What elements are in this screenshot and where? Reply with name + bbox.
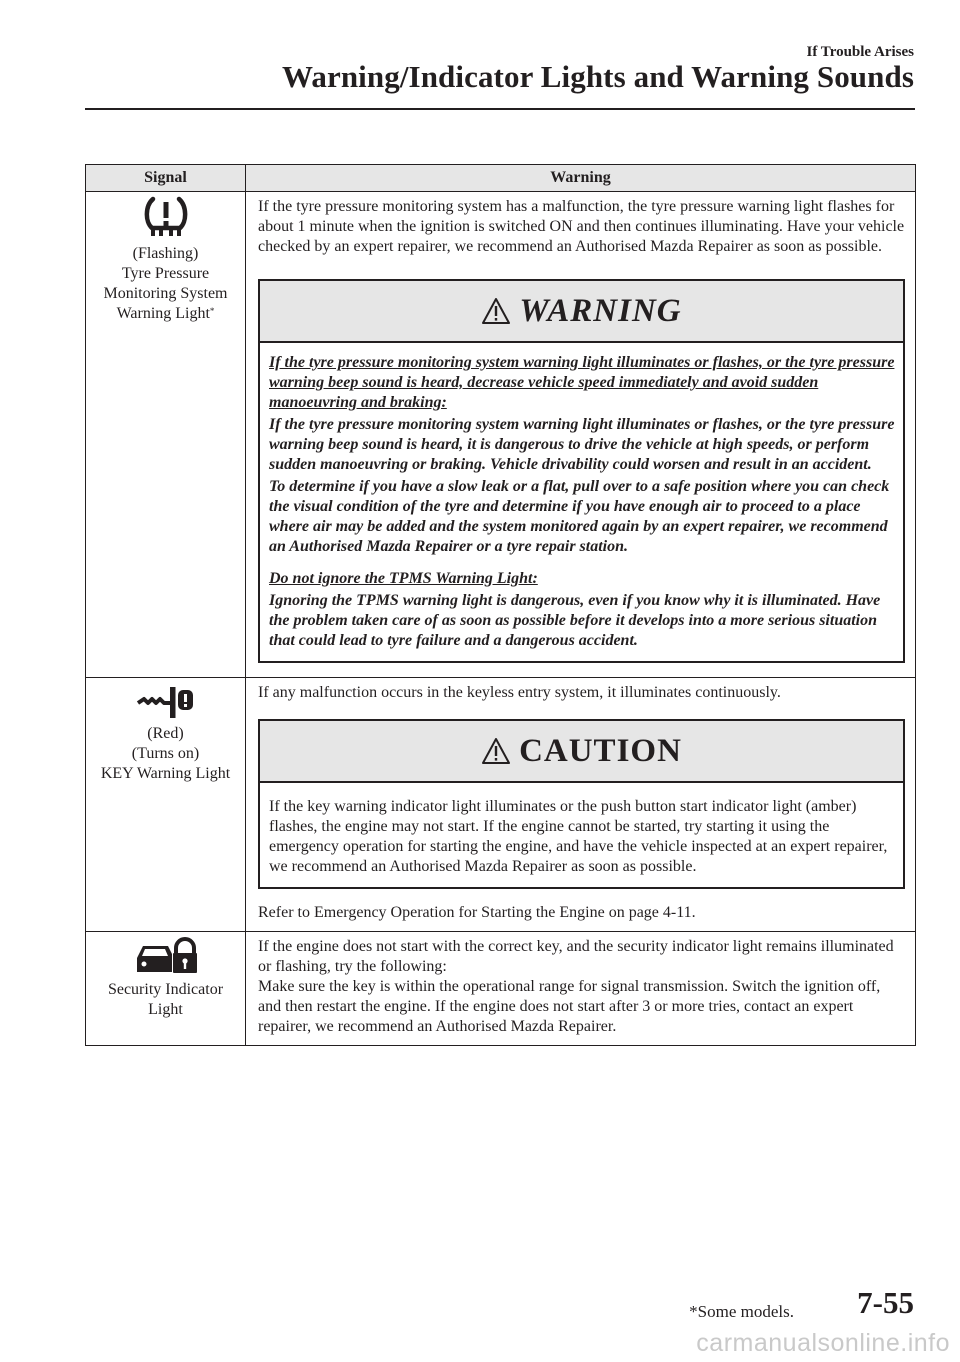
caution-box-header [260, 721, 903, 783]
table-row [86, 932, 916, 1046]
tyre-pressure-icon [142, 196, 190, 240]
signal-label-line: Security Indicator [107, 981, 224, 998]
warning-paragraph: If the tyre pressure monitoring system warning light illuminates or flashes, or the tyre pressure warning beep sound is heard, it is dangerous to drive the vehicle at high speeds, or perform sudden manoeuvring or braking. Vehicle drivability could worsen and result in an accident. [269, 416, 895, 473]
caution-box-body [260, 783, 903, 887]
signal-cell [86, 932, 246, 1046]
signal-label-line: KEY Warning Light [100, 765, 231, 782]
footnote: *Some models. [689, 1302, 794, 1321]
reference-text: Refer to Emergency Operation for Starting the Engine on page 4-11. [258, 904, 696, 921]
section-title: If Trouble Arises [806, 44, 914, 60]
signal-label-line: (Red) [147, 725, 184, 742]
warning-cell [246, 678, 916, 932]
warning-box-body [260, 343, 903, 661]
warning-box [258, 279, 905, 663]
spacer [269, 557, 895, 569]
caution-box [258, 719, 905, 889]
signal-label-line: (Flashing) [132, 245, 199, 262]
warning-paragraph: To determine if you have a slow leak or a flat, pull over to a safe position where you can check the visual condition of the tyre and determine if you have enough air to proceed to a place where air may be added and the system monitored again by an expert repairer, we recommend an Authorised Mazda Repairer or a tyre repair station. [269, 478, 890, 555]
warning-cell [246, 932, 916, 1046]
table-header-row [86, 165, 916, 192]
column-header-signal: Signal [86, 165, 246, 192]
warning-text: If the engine does not start with the correct key, and the security indicator light remains illuminated or flashing, try the following: [258, 938, 894, 975]
signal-label-line: (Turns on) [131, 745, 200, 762]
warning-heading: Do not ignore the TPMS Warning Light: [269, 570, 538, 587]
table-row [86, 678, 916, 932]
caution-box-title: CAUTION [519, 733, 682, 769]
signal-cell [86, 192, 246, 678]
signal-label-line [88, 304, 243, 324]
security-indicator-icon [134, 936, 198, 976]
column-header-warning: Warning [246, 165, 916, 192]
page-number: 7-55 [857, 1285, 914, 1320]
header-rule [85, 108, 915, 110]
asterisk: * [209, 306, 215, 316]
warning-box-header [260, 281, 903, 343]
warning-text: Make sure the key is within the operational range for signal transmission. Switch the ignition off, and then restart the engine. If the engine does not start after 3 or more tries, contact an expert repairer, we recommend an Authorised Mazda Repairer. [258, 978, 881, 1035]
key-warning-icon [135, 682, 197, 720]
alert-triangle-icon [481, 297, 511, 325]
signal-label-line: Monitoring System [103, 285, 228, 302]
signals-table [85, 164, 916, 1046]
warning-text: If the tyre pressure monitoring system has a malfunction, the tyre pressure warning light flashes for about 1 minute when the ignition is switched ON and then continues illuminating. Have your vehicle checked by an expert repairer, we recommend an Authorised Mazda Repairer as soon as possible. [258, 198, 905, 255]
table-row [86, 192, 916, 678]
warning-text: If any malfunction occurs in the keyless entry system, it illuminates continuously. [258, 684, 781, 701]
page-title: Warning/Indicator Lights and Warning Sounds [281, 59, 914, 94]
warning-box-title: WARNING [519, 293, 682, 329]
signal-label-line: Light [148, 1001, 183, 1018]
warning-paragraph: Ignoring the TPMS warning light is dangerous, even if you know why it is illuminated. Have the problem taken care of as soon as possible before it develops into a more serious situation that could lead to tyre failure and a dangerous accident. [269, 592, 881, 649]
warning-heading: If the tyre pressure monitoring system warning light illuminates or flashes, or the tyre pressure warning beep sound is heard, decrease vehicle speed immediately and avoid sudden manoeuvring and braking: [269, 354, 895, 411]
signal-label-text: Warning Light [116, 305, 210, 322]
caution-paragraph: If the key warning indicator light illuminates or the push button start indicator light (amber) flashes, the engine may not start. If the engine cannot be started, try starting it using the emergency operation for starting the engine, and have the vehicle inspected at an expert repairer, we recommend an Authorised Mazda Repairer as soon as possible. [269, 798, 888, 875]
signal-label-line: Tyre Pressure [121, 265, 210, 282]
watermark: carmanualsonline.info [696, 1329, 950, 1357]
alert-triangle-icon [481, 737, 511, 765]
warning-cell [246, 192, 916, 678]
signal-cell [86, 678, 246, 932]
